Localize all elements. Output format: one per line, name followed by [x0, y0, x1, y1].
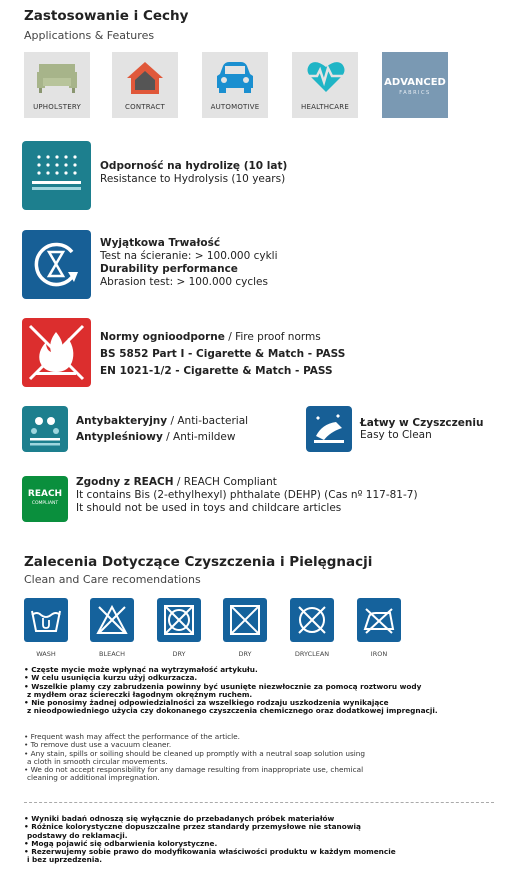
fire-title: Normy ognioodporne	[100, 331, 225, 343]
no-dryclean-icon	[295, 603, 329, 637]
wash-tub-icon	[29, 603, 63, 637]
antibacterial-icon	[22, 406, 68, 452]
care-symbol-iron	[357, 598, 401, 642]
care-symbol-bleach	[90, 598, 134, 642]
easy-clean-icon	[306, 406, 352, 452]
reach-title-en: / REACH Compliant	[173, 476, 277, 488]
care-title: Zalecenia Dotyczące Czyszczenia i Pielęgnacji	[24, 554, 373, 570]
easy-clean-desc: Easy to Clean	[360, 429, 432, 441]
reach-title: Zgodny z REACH	[76, 476, 174, 488]
disclaimer-line: • Rezerwujemy sobie prawo do modyfikowania właściwości produktu w każdym momencie	[24, 847, 396, 857]
fire-norm-en: EN 1021-1/2 - Cigarette & Match - PASS	[100, 365, 333, 377]
care-symbol-dry	[223, 598, 267, 642]
durability-text	[100, 237, 278, 289]
application-automotive	[202, 52, 268, 118]
fire-icon	[22, 318, 91, 387]
durability-title-pl: Wyjątkowa Trwałość	[100, 237, 221, 249]
hydrolysis-title: Odporność na hydrolizę (10 lat)	[100, 160, 288, 172]
hydrolysis-text	[100, 160, 287, 186]
care-label: BLEACH	[99, 650, 125, 658]
application-label: HEALTHCARE	[301, 103, 349, 111]
care-label: WASH	[36, 650, 56, 658]
note-line: a cloth in smooth circular movements.	[27, 756, 168, 766]
care-notes-pl	[24, 666, 438, 716]
reach-badge	[22, 476, 68, 522]
durability-desc-pl: Test na ścieranie: > 100.000 cykli	[100, 250, 278, 262]
hydrolysis-desc: Resistance to Hydrolysis (10 years)	[100, 173, 286, 185]
no-bleach-icon	[95, 603, 129, 637]
note-line: z mydłem oraz ściereczki łagodnym okrężnym ruchem.	[27, 689, 253, 699]
application-label: CONTRACT	[125, 103, 165, 111]
durability-desc-en: Abrasion test: > 100.000 cycles	[100, 276, 268, 288]
reach-badge-sub: COMPLIANT	[31, 501, 59, 506]
application-label: UPHOLSTERY	[33, 103, 81, 111]
durability-icon	[22, 230, 91, 299]
care-subtitle: Clean and Care recomendations	[24, 573, 201, 586]
note-line: • Frequent wash may affect the performance of the article.	[24, 732, 240, 741]
care-notes-en	[24, 733, 365, 783]
care-symbol-tumble-dry	[157, 598, 201, 642]
easy-clean-title: Łatwy w Czyszczeniu	[360, 417, 484, 429]
antibacterial-title-en: / Anti-bacterial	[167, 415, 249, 427]
advanced-fabrics-sub: FABRICS	[399, 90, 431, 96]
antibacterial-title: Antybakteryjny	[76, 415, 168, 427]
note-line: cleaning or additional impregnation.	[27, 773, 160, 783]
disclaimer	[24, 815, 396, 865]
car-icon	[215, 60, 255, 94]
care-symbol-wash	[24, 598, 68, 642]
durability-title-en: Durability performance	[100, 263, 238, 275]
applications-title: Zastosowanie i Cechy	[24, 8, 189, 24]
care-label: DRY	[172, 650, 186, 658]
note-line: • Wszelkie plamy czy zabrudzenia powinny być usunięte niezwłocznie za pomocą roztworu wody	[24, 681, 422, 691]
disclaimer-line: i bez uprzedzenia.	[27, 855, 103, 865]
applications-subtitle: Applications & Features	[24, 29, 155, 42]
care-label: DRY	[238, 650, 252, 658]
reach-dehp: It contains Bis (2-ethylhexyl) phthalate (DEHP) (Cas nº 117-81-7)	[76, 489, 418, 501]
no-tumble-dry-icon	[162, 603, 196, 637]
note-line: • We do not accept responsibility for any damage resulting from inappropriate use, chemical	[24, 765, 364, 775]
heart-pulse-icon	[305, 60, 347, 94]
disclaimer-line: • Mogą pojawić się odbarwienia kolorystyczne.	[24, 838, 218, 848]
application-advanced-fabrics	[382, 52, 448, 118]
hydrolysis-icon	[22, 141, 91, 210]
antibacterial-text	[76, 413, 248, 445]
note-line: z nieodpowiedniego użycia czy dokonanego czyszczenia chemicznego oraz dodatkowej impregnacji.	[27, 706, 438, 716]
sofa-icon	[37, 60, 77, 94]
disclaimer-line: podstawy do reklamacji.	[27, 830, 128, 840]
fire-norm-bs: BS 5852 Part I - Cigarette & Match - PASS	[100, 348, 346, 360]
care-label: IRON	[370, 650, 388, 658]
fire-title-en: / Fire proof norms	[224, 331, 321, 343]
note-line: • Częste mycie może wpłynąć na wytrzymałość artykułu.	[24, 665, 258, 674]
fire-text	[100, 329, 345, 380]
application-contract	[112, 52, 178, 118]
disclaimer-line: • Różnice kolorystyczne dopuszczalne przez standardy przemysłowe nie stanowią	[24, 822, 361, 832]
reach-warning: It should not be used in toys and childcare articles	[76, 502, 342, 514]
reach-text	[76, 476, 418, 515]
advanced-fabrics-badge: ADVANCED	[384, 77, 446, 88]
no-dry-icon	[228, 603, 262, 637]
note-line: • Any stain, spills or soiling should be cleaned up promptly with a neutral soap solution using	[24, 748, 366, 758]
divider	[24, 802, 494, 803]
disclaimer-line: • Wyniki badań odnoszą się wyłącznie do przebadanych próbek materiałów	[24, 814, 335, 823]
care-label: DRYCLEAN	[294, 650, 330, 658]
application-upholstery	[24, 52, 90, 118]
application-healthcare	[292, 52, 358, 118]
note-line: • Nie ponosimy żadnej odpowiedzialności za wszelkiego rodzaju uszkodzenia wynikające	[24, 698, 389, 708]
house-icon	[125, 60, 165, 96]
reach-badge-label: REACH	[27, 489, 63, 499]
antimildew-title-en: / Anti-mildew	[162, 431, 236, 443]
easy-clean-text	[360, 417, 483, 441]
application-label: AUTOMOTIVE	[210, 103, 260, 111]
note-line: • To remove dust use a vacuum cleaner.	[24, 740, 172, 750]
care-symbol-dryclean	[290, 598, 334, 642]
note-line: • W celu usunięcia kurzu użyj odkurzacza.	[24, 673, 198, 683]
no-iron-icon	[362, 603, 396, 637]
antimildew-title: Antypleśniowy	[76, 431, 163, 443]
